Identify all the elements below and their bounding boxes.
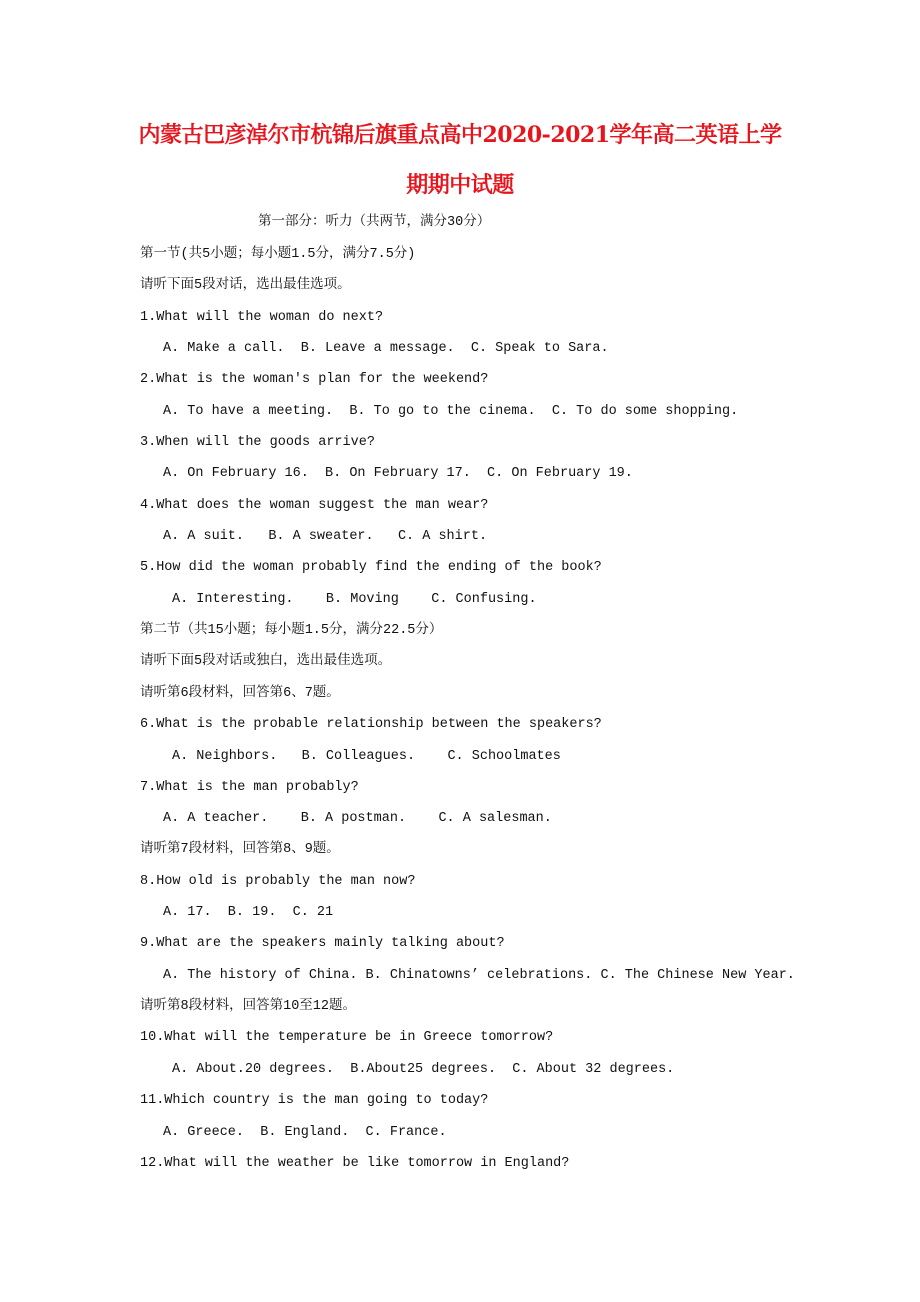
question-2: 2.What is the woman's plan for the weekend? — [140, 372, 489, 387]
question-7-options: A. A teacher. B. A postman. C. A salesman. — [163, 811, 552, 826]
question-6-options: A. Neighbors. B. Colleagues. C. Schoolmates — [172, 749, 561, 764]
question-2-options: A. To have a meeting. B. To go to the cinema. C. To do some shopping. — [163, 404, 739, 419]
question-7: 7.What is the man probably? — [140, 780, 359, 795]
section-instruction: 请听下面5段对话，选出最佳选项。 — [140, 278, 351, 293]
material-instruction: 请听第7段材料，回答第8、9题。 — [140, 842, 340, 857]
question-4: 4.What does the woman suggest the man wear? — [140, 498, 489, 513]
question-10: 10.What will the temperature be in Greece tomorrow? — [140, 1030, 554, 1045]
part-heading: 第一部分：听力（共两节，满分30分） — [258, 215, 491, 230]
document-title-line-1: 内蒙古巴彦淖尔市杭锦后旗重点高中2020-2021学年高二英语上学 — [138, 122, 782, 148]
question-5: 5.How did the woman probably find the ending of the book? — [140, 560, 602, 575]
question-10-options: A. About.20 degrees. B.About25 degrees. C. About 32 degrees. — [172, 1062, 675, 1077]
question-9-options: A. The history of China. B. Chinatowns’ celebrations. C. The Chinese New Year. — [163, 968, 795, 983]
section-instruction: 请听下面5段对话或独白，选出最佳选项。 — [140, 654, 392, 669]
question-6: 6.What is the probable relationship between the speakers? — [140, 717, 602, 732]
question-12: 12.What will the weather be like tomorrow in England? — [140, 1156, 570, 1171]
question-8-options: A. 17. B. 19. C. 21 — [163, 905, 334, 920]
question-3: 3.When will the goods arrive? — [140, 435, 375, 450]
question-5-options: A. Interesting. B. Moving C. Confusing. — [172, 592, 537, 607]
question-8: 8.How old is probably the man now? — [140, 874, 416, 889]
section-heading: 第二节（共15小题；每小题1.5分，满分22.5分） — [140, 623, 443, 638]
question-11-options: A. Greece. B. England. C. France. — [163, 1125, 447, 1140]
question-11: 11.Which country is the man going to today? — [140, 1093, 489, 1108]
material-instruction: 请听第6段材料，回答第6、7题。 — [140, 686, 340, 701]
document-title-line-2: 期期中试题 — [406, 172, 514, 198]
material-instruction: 请听第8段材料，回答第10至12题。 — [140, 999, 357, 1014]
question-1-options: A. Make a call. B. Leave a message. C. Speak to Sara. — [163, 341, 609, 356]
question-3-options: A. On February 16. B. On February 17. C. On February 19. — [163, 466, 633, 481]
question-4-options: A. A suit. B. A sweater. C. A shirt. — [163, 529, 488, 544]
section-heading: 第一节(共5小题；每小题1.5分，满分7.5分) — [140, 247, 416, 262]
question-1: 1.What will the woman do next? — [140, 310, 384, 325]
question-9: 9.What are the speakers mainly talking about? — [140, 936, 505, 951]
